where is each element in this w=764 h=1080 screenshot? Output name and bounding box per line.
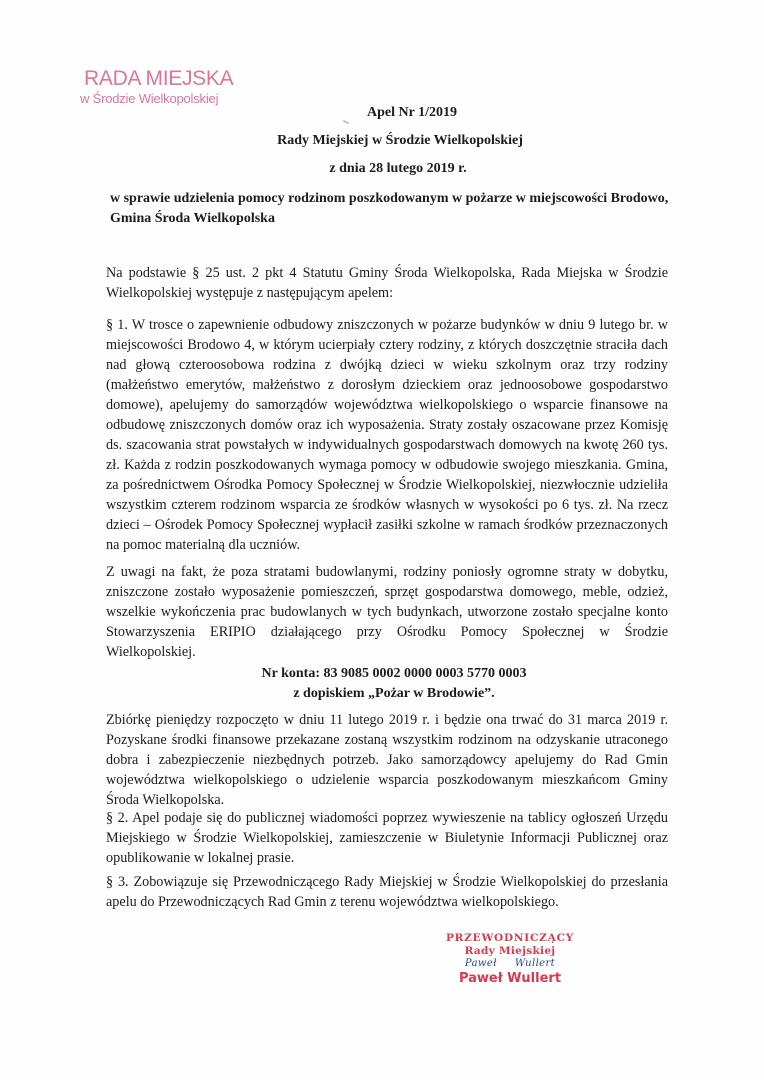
- section-3-paragraph: § 3. Zobowiązuje się Przewodniczącego Rady Miejskiej w Środzie Wielkopolskiej do przesłania apelu do Przewodniczących Rad Gmin z terenu województwa wielkopolskiego.: [106, 874, 668, 910]
- section-1-paragraph: § 1. W trosce o zapewnienie odbudowy zniszczonych w pożarze budynków w dniu 9 lutego br. w miejscowości Brodowo 4, w którym ucierpiały cztery rodziny, z których doszczętnie straciła dach nad głową czteroosobowa rodzina z dwójką dzieci w wieku szkolnym oraz trzy rodziny (małżeństwo emerytów, małżeństwo z dorosłym dzieckiem oraz jednoosobowe gospodarstwo domowe), apelujemy do samorządów województwa wielkopolskiego o wsparcie finansowe na odbudowę zniszczonych domów oraz ich wyposażenia. Straty zostały oszacowane przez Komisję ds. szacowania strat powstałych w indywidualnych gospodarstwach domowych na kwotę 260 tys. zł. Każda z rodzin poszkodowanych wymaga pomocy w odbudowie swojego mieszkania. Gmina, za pośrednictwem Ośrodka Pomocy Społecznej w Środzie Wielkopolskiej, niezwłocznie udzieliła wszystkim czterem rodzinom wsparcia ze środków własnych w wysokości po 6 tys. zł. Na rzecz dzieci – Ośrodek Pomocy Społecznej wypłacił zasiłki szkolne w ramach środków przeznaczonych na pomoc materialną dla uczniów.: [106, 317, 668, 553]
- handwritten-first-name: Paweł: [464, 958, 497, 969]
- document-subject: w sprawie udzielenia pomocy rodzinom poszkodowanym w pożarze w miejscowości Brodowo, Gmina Środa Wielkopolska: [110, 191, 669, 226]
- signature-role: PRZEWODNICZĄCY: [445, 932, 575, 944]
- letterhead-subtitle: w Środzie Wielkopolskiej: [80, 91, 219, 106]
- letterhead-logo: [80, 67, 234, 107]
- document-number: Apel Nr 1/2019: [367, 105, 457, 120]
- collection-paragraph: Zbiórkę pieniędzy rozpoczęto w dniu 11 lutego 2019 r. i będzie ona trwać do 31 marca 2019 r. Pozyskane środki finansowe przekazane zostaną wszystkim rodzinom na odzyskanie utraconego dobra i zabezpieczenie niezbędnych potrzeb. Jako samorządowcy apelujemy do Rad Gmin województwa wielkopolskiego o udzielenie wsparcia poszkodowanym mieszkańcom Gminy Środa Wielkopolska.: [106, 712, 668, 808]
- bank-account-number: Nr konta: 83 9085 0002 0000 0003 5770 0003: [261, 666, 527, 681]
- handwritten-last-name: Wullert: [514, 958, 556, 969]
- handwritten-signature: [430, 957, 590, 970]
- issuer: Rady Miejskiej w Środzie Wielkopolskiej: [277, 133, 523, 148]
- losses-paragraph: Z uwagi na fakt, że poza stratami budowlanymi, rodziny poniosły ogromne straty w dobytku, zniszczone zostało wyposażenie pomieszczeń, sprzęt gospodarstwa domowego, meble, odzież, wszelkie wykończenia prac budowlanych w tych budynkach, utworzone zostało specjalne konto Stowarzyszenia ERIPIO działającego przy Ośrodku Pomocy Społecznej w Środzie Wielkopolskiej.: [106, 564, 668, 660]
- signature-organ: Rady Miejskiej: [464, 945, 556, 957]
- signatory-name: Paweł Wullert: [458, 971, 562, 986]
- document-date: z dnia 28 lutego 2019 r.: [329, 161, 467, 176]
- section-2-paragraph: § 2. Apel podaje się do publicznej wiadomości poprzez wywieszenie na tablicy ogłoszeń Urzędu Miejskiego w Środzie Wielkopolskiej, zamieszczenie w Biuletynie Informacji Publicznej oraz opublikowanie w lokalnej prasie.: [106, 810, 668, 866]
- bank-account-note: z dopiskiem „Pożar w Brodowie”.: [293, 686, 495, 701]
- letterhead-title: RADA MIEJSKA: [84, 67, 234, 90]
- signature-stamp: [430, 932, 590, 987]
- intro-paragraph: Na podstawie § 25 ust. 2 pkt 4 Statutu Gminy Środa Wielkopolska, Rada Miejska w Środzie Wielkopolskiej występuje z następującym apelem:: [106, 265, 668, 301]
